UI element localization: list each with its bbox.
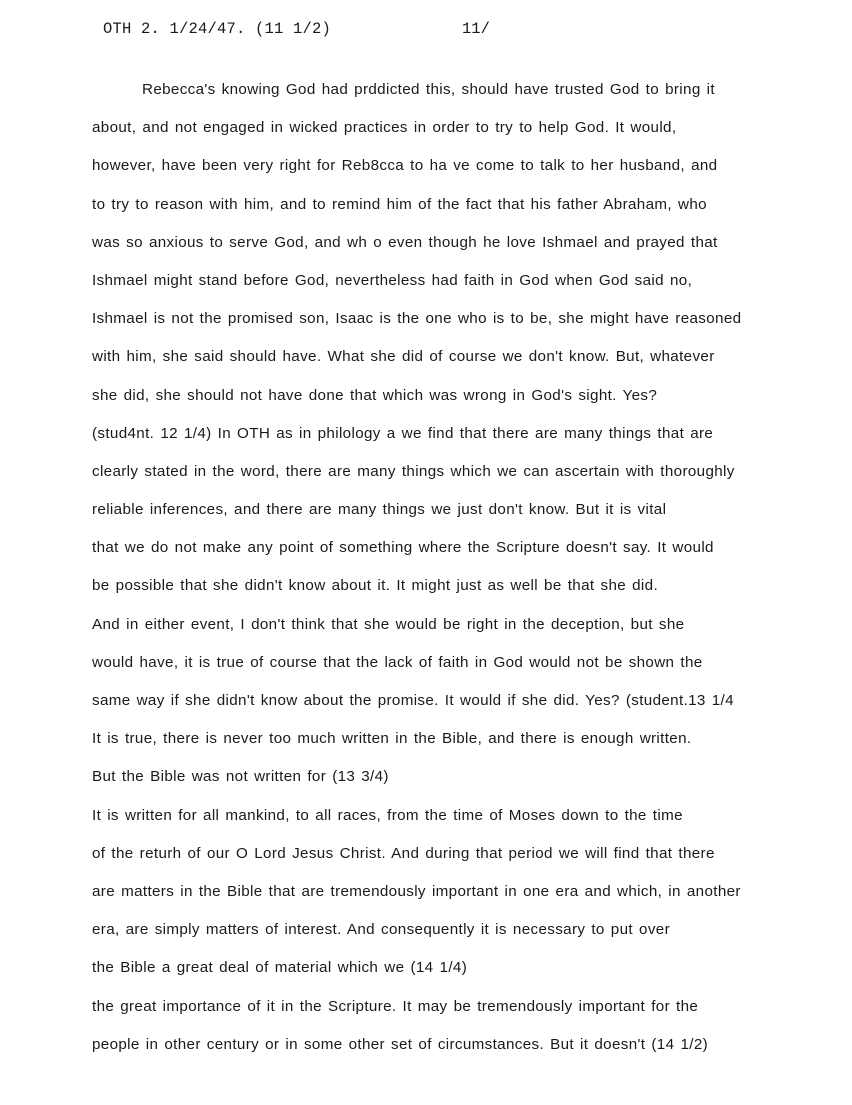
text-line: era, are simply matters of interest. And consequently it is necessary to put over <box>92 921 670 939</box>
text-line: Rebecca's knowing God had prddicted this, should have trusted God to bring it <box>142 81 715 98</box>
text-line: clearly stated in the word, there are many things which we can ascertain with thoroughly <box>92 462 735 480</box>
text-line: the Bible a great deal of material which we (14 1/4) <box>92 959 468 977</box>
text-line: with him, she said should have. What she did of course we don't know. But, whatever <box>92 348 715 366</box>
page-number: 11/ <box>462 20 490 38</box>
text-line: And in either event, I don't think that she would be right in the deception, but she <box>92 615 685 633</box>
text-line: to try to reason with him, and to remind him of the fact that his father Abraham, who <box>92 195 707 213</box>
text-line: people in other century or in some other set of circumstances. But it doesn't (14 1/2) <box>92 1035 709 1053</box>
text-line: that we do not make any point of something where the Scripture doesn't say. It would <box>92 539 714 557</box>
text-line: Ishmael might stand before God, nevertheless had faith in God when God said no, <box>92 271 693 289</box>
text-line: reliable inferences, and there are many things we just don't know. But it is vital <box>92 501 667 519</box>
text-line: (stud4nt. 12 1/4) In OTH as in philology a we find that there are many things that are <box>92 424 714 442</box>
text-line: But the Bible was not written for (13 3/4) <box>92 768 389 786</box>
header-reference: OTH 2. 1/24/47. (11 1/2) <box>103 20 332 38</box>
text-line: be possible that she didn't know about it. It might just as well be that she did. <box>92 577 659 595</box>
text-line: of the returh of our O Lord Jesus Christ. And during that period we will find that there <box>92 844 715 862</box>
text-line: are matters in the Bible that are tremendously important in one era and which, in another <box>92 882 741 900</box>
text-line: about, and not engaged in wicked practices in order to try to help God. It would, <box>92 119 677 137</box>
text-line: was so anxious to serve God, and wh o even though he love Ishmael and prayed that <box>92 233 718 251</box>
text-line: however, have been very right for Reb8cca to ha ve come to talk to her husband, and <box>92 157 718 175</box>
text-line: the great importance of it in the Scripture. It may be tremendously important for the <box>92 997 699 1015</box>
text-line: It is written for all mankind, to all races, from the time of Moses down to the time <box>92 806 683 824</box>
text-line: she did, she should not have done that which was wrong in God's sight. Yes? <box>92 386 658 404</box>
text-line: same way if she didn't know about the promise. It would if she did. Yes? (student.13 1/4 <box>92 692 734 709</box>
body-text <box>92 80 848 1073</box>
text-line: would have, it is true of course that the lack of faith in God would not be shown the <box>92 653 703 671</box>
text-line: Ishmael is not the promised son, Isaac is the one who is to be, she might have reasoned <box>92 310 742 328</box>
text-line: It is true, there is never too much written in the Bible, and there is enough written. <box>92 730 692 748</box>
